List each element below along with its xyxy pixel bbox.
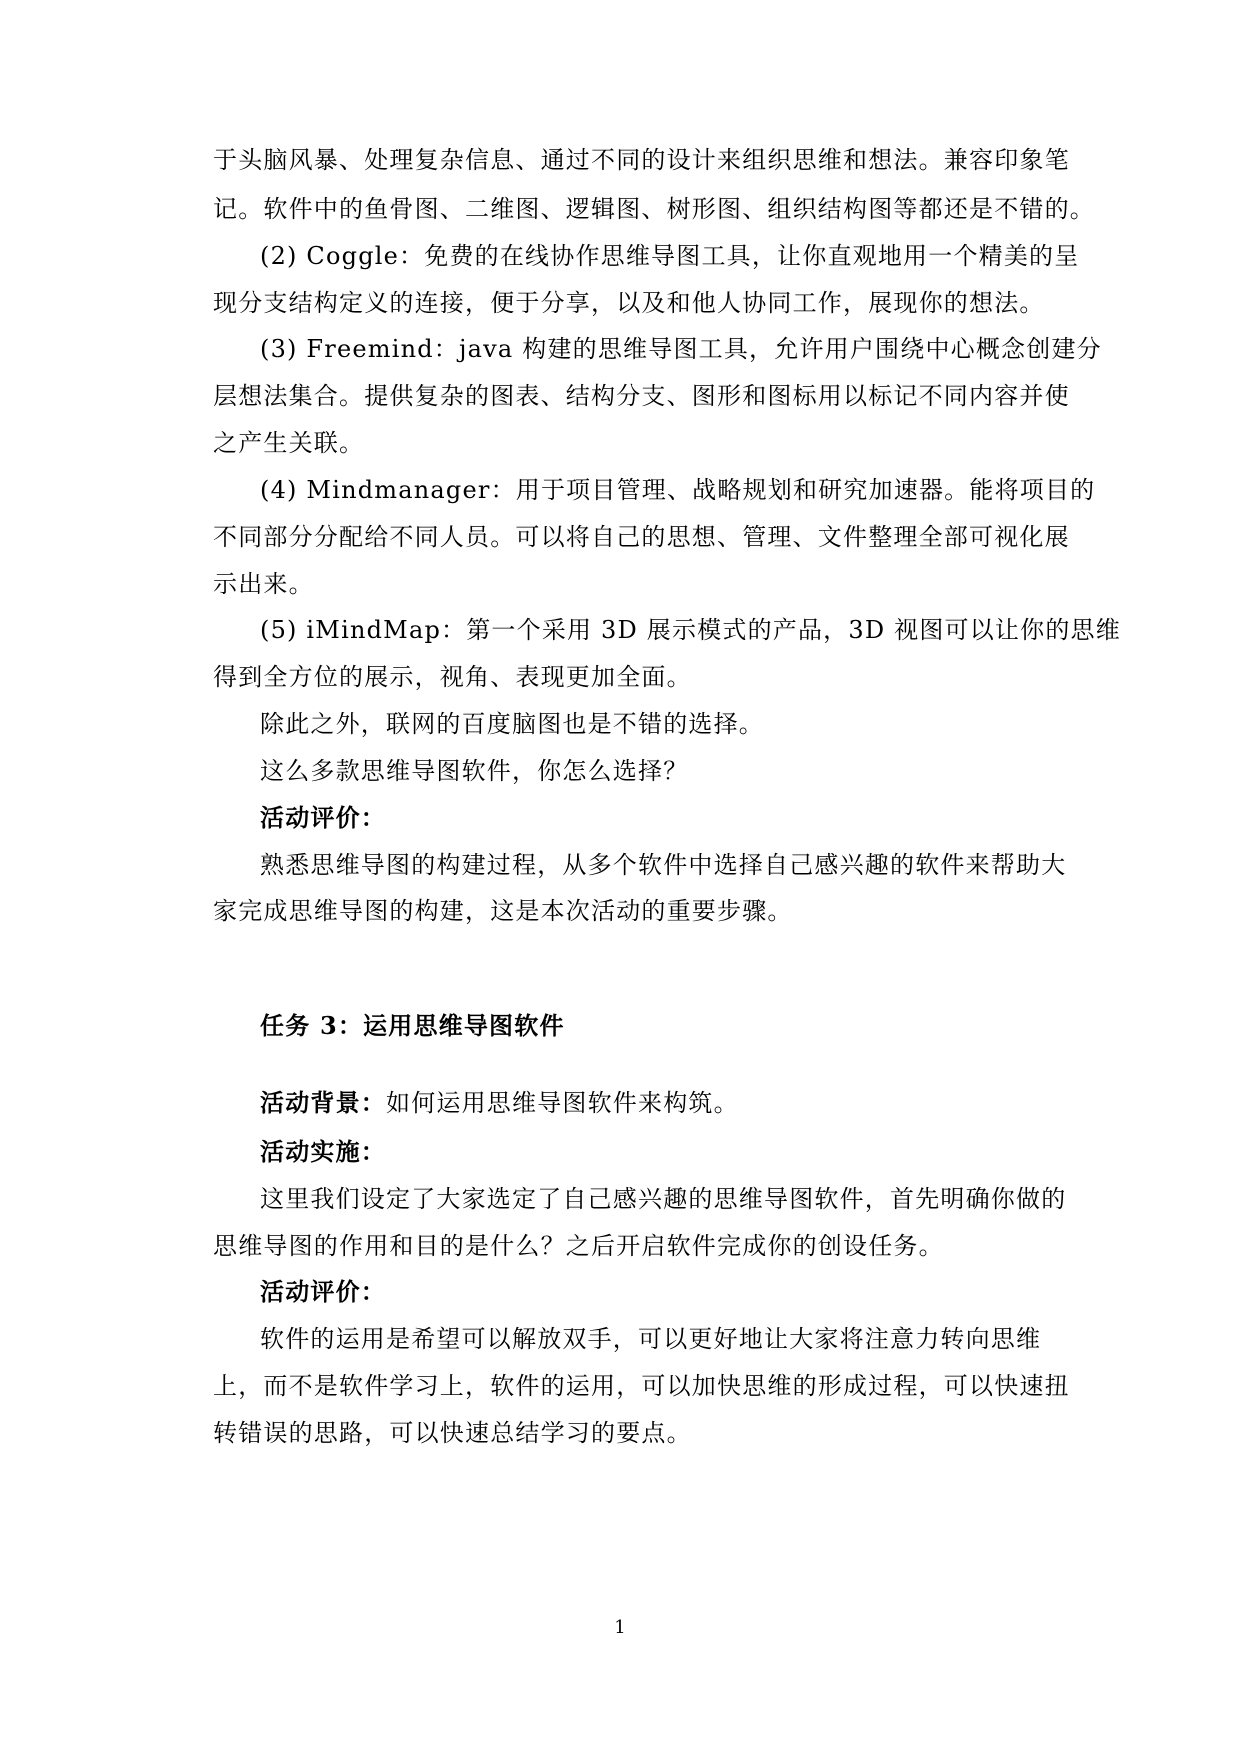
paragraph-line: 这里我们设定了大家选定了自己感兴趣的思维导图软件，首先明确你做的 xyxy=(260,1185,1067,1213)
list-item-mindmanager: (4) Mindmanager：用于项目管理、战略规划和研究加速器。能将项目的 xyxy=(260,476,1096,504)
list-item-freemind: (3) Freemind：java 构建的思维导图工具，允许用户围绕中心概念创建分 xyxy=(260,335,1102,363)
paragraph-line: 思维导图的作用和目的是什么？之后开启软件完成你的创设任务。 xyxy=(213,1232,944,1260)
implementation-label: 活动实施： xyxy=(260,1137,386,1166)
paragraph-line: 层想法集合。提供复杂的图表、结构分支、图形和图标用以标记不同内容并使 xyxy=(213,382,1070,410)
background-label: 活动背景： xyxy=(260,1088,386,1117)
paragraph-line: 示出来。 xyxy=(213,570,314,598)
paragraph-line: 记。软件中的鱼骨图、二维图、逻辑图、树形图、组织结构图等都还是不错的。 xyxy=(213,195,1095,223)
paragraph-line: 家完成思维导图的构建，这是本次活动的重要步骤。 xyxy=(213,897,793,925)
paragraph-line: 除此之外，联网的百度脑图也是不错的选择。 xyxy=(260,710,764,738)
evaluation-label: 活动评价： xyxy=(260,1277,386,1306)
paragraph-line: 转错误的思路，可以快速总结学习的要点。 xyxy=(213,1419,692,1447)
background-text: 如何运用思维导图软件来构筑。 xyxy=(386,1089,739,1117)
paragraph-line: 于头脑风暴、处理复杂信息、通过不同的设计来组织思维和想法。兼容印象笔 xyxy=(213,146,1070,174)
paragraph-line: 熟悉思维导图的构建过程，从多个软件中选择自己感兴趣的软件来帮助大 xyxy=(260,851,1067,879)
paragraph-line: 不同部分分配给不同人员。可以将自己的思想、管理、文件整理全部可视化展 xyxy=(213,523,1070,551)
paragraph-line: 这么多款思维导图软件，你怎么选择？ xyxy=(260,757,689,785)
list-item-imindmap: (5) iMindMap：第一个采用 3D 展示模式的产品，3D 视图可以让你的思维 xyxy=(260,616,1121,644)
page-number: 1 xyxy=(614,1617,626,1638)
paragraph-line: 现分支结构定义的连接，便于分享，以及和他人协同工作，展现你的想法。 xyxy=(213,289,1045,317)
background-line xyxy=(260,1087,1053,1119)
paragraph-line: 上，而不是软件学习上，软件的运用，可以加快思维的形成过程，可以快速扭 xyxy=(213,1372,1070,1400)
evaluation-label: 活动评价： xyxy=(260,803,386,832)
paragraph-line: 软件的运用是希望可以解放双手，可以更好地让大家将注意力转向思维 xyxy=(260,1325,1042,1353)
paragraph-line: 之产生关联。 xyxy=(213,429,365,457)
section-heading: 任务 3：运用思维导图软件 xyxy=(260,1011,565,1040)
paragraph-line: 得到全方位的展示，视角、表现更加全面。 xyxy=(213,663,692,691)
list-item-coggle: (2) Coggle：免费的在线协作思维导图工具，让你直观地用一个精美的呈 xyxy=(260,242,1080,270)
